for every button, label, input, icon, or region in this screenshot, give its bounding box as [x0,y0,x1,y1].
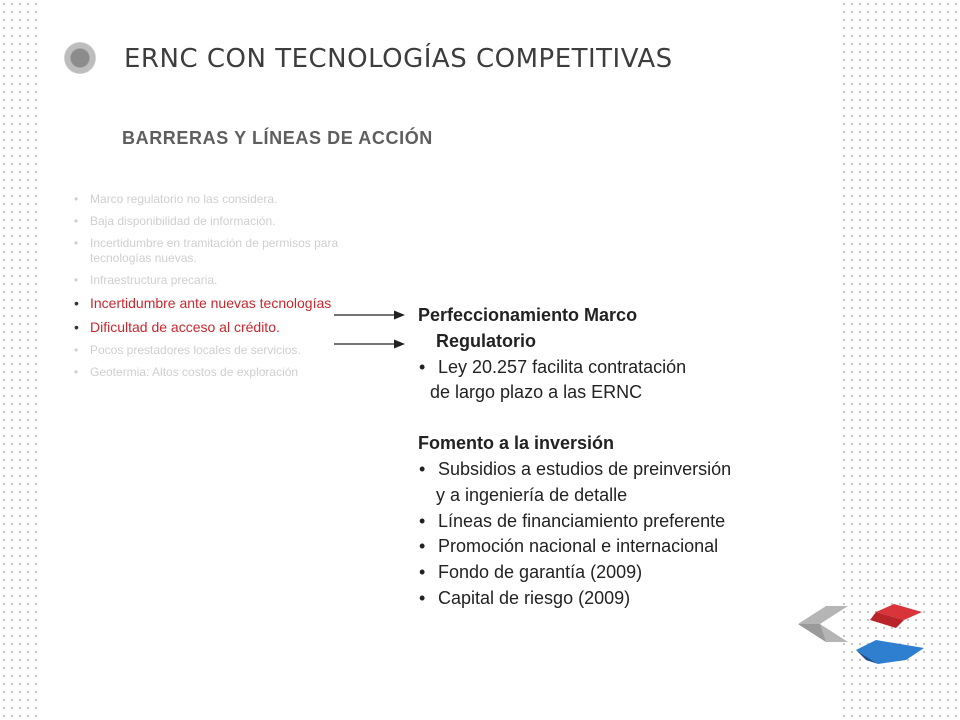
action-item-continuation: de largo plazo a las ERNC [430,382,643,403]
action-item: • Capital de riesgo (2009) [418,586,798,612]
action-item-continuation: y a ingeniería de detalle [436,484,628,505]
barriers-list [74,192,374,380]
slide-subtitle: BARRERAS Y LÍNEAS DE ACCIÓN [122,128,433,148]
barrier-item-highlighted: • Dificultad de acceso al crédito. [74,319,374,336]
action-item: • Fondo de garantía (2009) [418,560,798,586]
action-heading-continuation: Regulatorio [436,330,537,351]
action-item: • Subsidios a estudios de preinversión [418,457,798,483]
dot-pattern-left [0,0,40,720]
corporate-logo [790,598,930,678]
arrow-right-icon [334,309,406,321]
arrow-right-icon [334,338,406,350]
barrier-item: • Infraestructura precaria. [74,273,374,288]
action-heading: Fomento a la inversión [418,433,615,454]
action-item: • Líneas de financiamiento preferente [418,509,798,535]
barrier-item: • Baja disponibilidad de información. [74,214,374,229]
action-lines [418,303,798,612]
barrier-item: • Incertidumbre en tramitación de permisos para tecnologías nuevas. [74,236,374,266]
barrier-item: • Geotermia: Altos costos de exploración [74,365,374,380]
action-item: • Promoción nacional e internacional [418,534,798,560]
title-bullet-icon [64,42,96,74]
barrier-item: • Pocos prestadores locales de servicios. [74,343,374,358]
slide-title: ERNC CON TECNOLOGÍAS COMPETITIVAS [124,44,673,74]
barrier-item: • Marco regulatorio no las considera. [74,192,374,207]
action-heading: Perfeccionamiento Marco [418,305,638,325]
barrier-item-highlighted: • Incertidumbre ante nuevas tecnologías [74,295,374,312]
action-item: • Ley 20.257 facilita contratación [418,355,798,381]
